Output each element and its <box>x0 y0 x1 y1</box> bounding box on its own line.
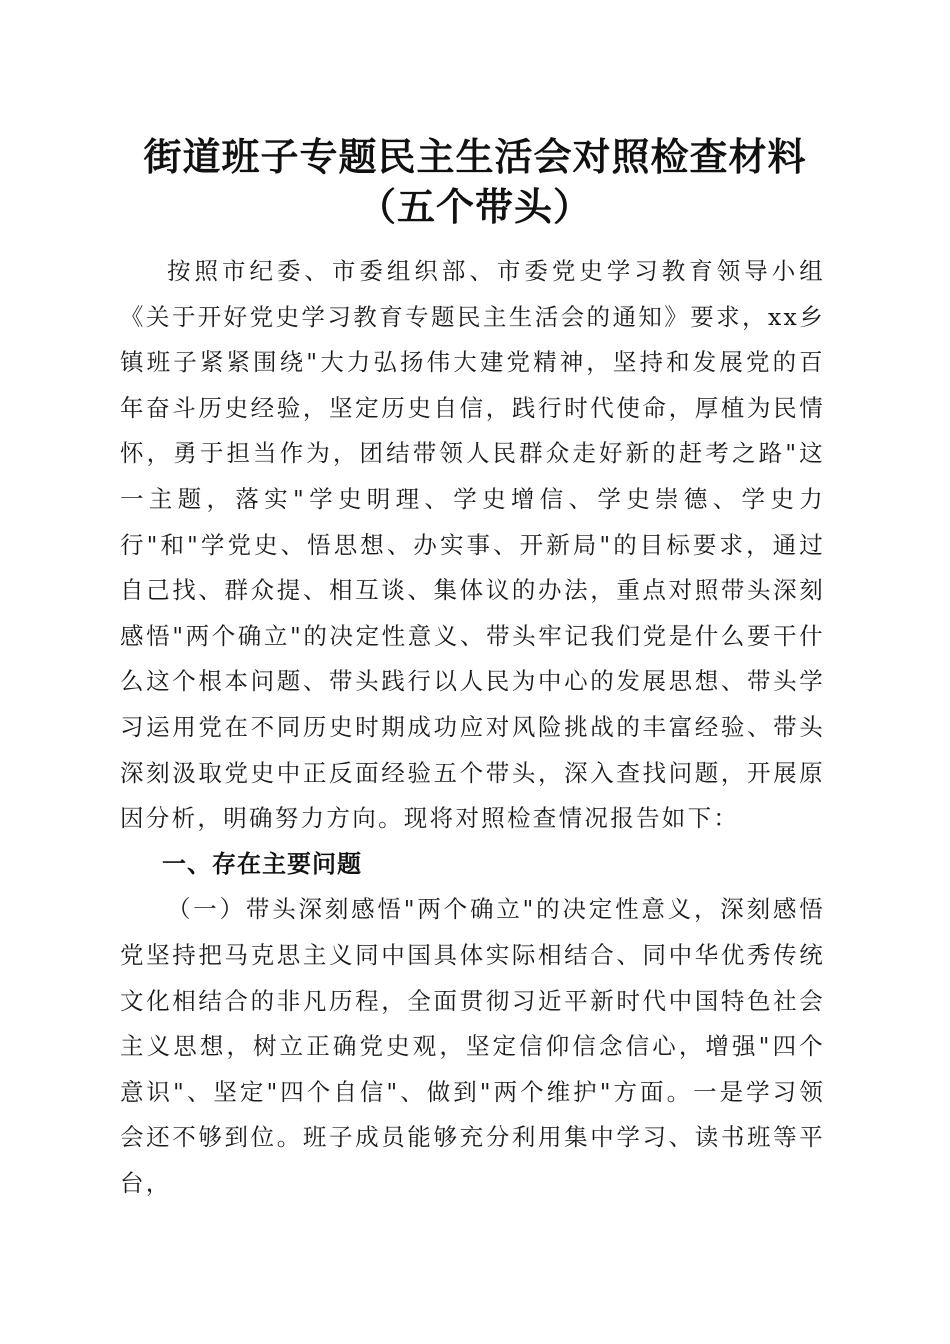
document-body <box>120 249 825 1206</box>
section-paragraph: （一）带头深刻感悟"两个确立"的决定性意义，深刻感悟党坚持把马克思主义同中国具体实际相结合、同中华优秀传统文化相结合的非凡历程，全面贯彻习近平新时代中国特色社会主义思想，树立正确党史观，坚定信仰信念信心，增强"四个意识"、坚定"四个自信"、做到"两个维护"方面。一是学习领会还不够到位。班子成员能够充分利用集中学习、读书班等平台， <box>120 895 825 1197</box>
intro-paragraph: 按照市纪委、市委组织部、市委党史学习教育领导小组《关于开好党史学习教育专题民主生活会的通知》要求，xx乡镇班子紧紧围绕"大力弘扬伟大建党精神，坚持和发展党的百年奋斗历史经验，坚定历史自信，践行时代使命，厚植为民情怀，勇于担当作为，团结带领人民群众走好新的赶考之路"这一主题，落实"学史明理、学史增信、学史崇德、学史力行"和"学党史、悟思想、办实事、开新局"的目标要求，通过自己找、群众提、相互谈、集体议的办法，重点对照带头深刻感悟"两个确立"的决定性意义、带头牢记我们党是什么要干什么这个根本问题、带头践行以人民为中心的发展思想、带头学习运用党在不同历史时期成功应对风险挑战的丰富经验、带头深刻汲取党史中正反面经验五个带头，深入查找问题，开展原因分析，明确努力方向。现将对照检查情况报告如下： <box>120 257 825 833</box>
section-heading: 一、存在主要问题 <box>162 849 362 878</box>
document-title: 街道班子专题民主生活会对照检查材料（五个带头） <box>143 134 807 229</box>
